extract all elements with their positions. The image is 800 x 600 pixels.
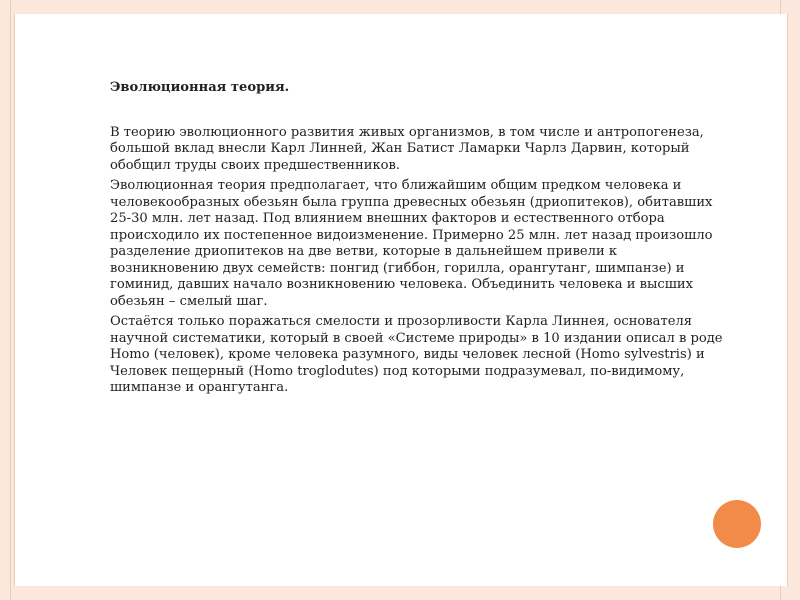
spacer — [88, 97, 728, 125]
slide-title-item — [88, 80, 728, 97]
slide-content — [88, 80, 728, 397]
left-border-line — [10, 0, 11, 600]
slide-title: Эволюционная теория. — [110, 80, 290, 95]
paragraph-item — [88, 125, 728, 175]
paragraph-text: Остаётся только поражаться смелости и прозорливости Карла Линнея, основателя научной систематики, который в своей «Системе природы» в 10 издании описал в роде Homo (человек), кроме человека разумного, виды человек лесной (Homo sylvestris) и Человек пещерный (Homo troglodutes) под которыми подразумевал, по-видимому, шимпанзе и орангутанга. — [110, 314, 723, 395]
paragraph-text: Эволюционная теория предполагает, что ближайшим общим предком человека и человекообразных обезьян была группа древесных обезьян (дриопитеков), обитавших 25-30 млн. лет назад. Под влиянием внешних факторов и естественного отбора происходило их постепенное видоизменение. Примерно 25 млн. лет назад произошло разделение дриопитеков на две ветви, которые в дальнейшем привели к возникновению двух семейств: понгид (гиббон, горилла, орангутанг, шимпанзе) и гоминид, давших начало возникновению человека. Объединить человека и высших обезьян – смелый шаг. — [110, 178, 713, 309]
decorative-circle — [713, 500, 761, 548]
paragraph-text: В теорию эволюционного развития живых организмов, в том числе и антропогенеза, большой вклад внесли Карл Линней, Жан Батист Ламарки Чарлз Дарвин, который обобщил труды своих предшественников. — [110, 124, 704, 173]
paragraph-item — [88, 178, 728, 310]
paragraph-item — [88, 314, 728, 397]
